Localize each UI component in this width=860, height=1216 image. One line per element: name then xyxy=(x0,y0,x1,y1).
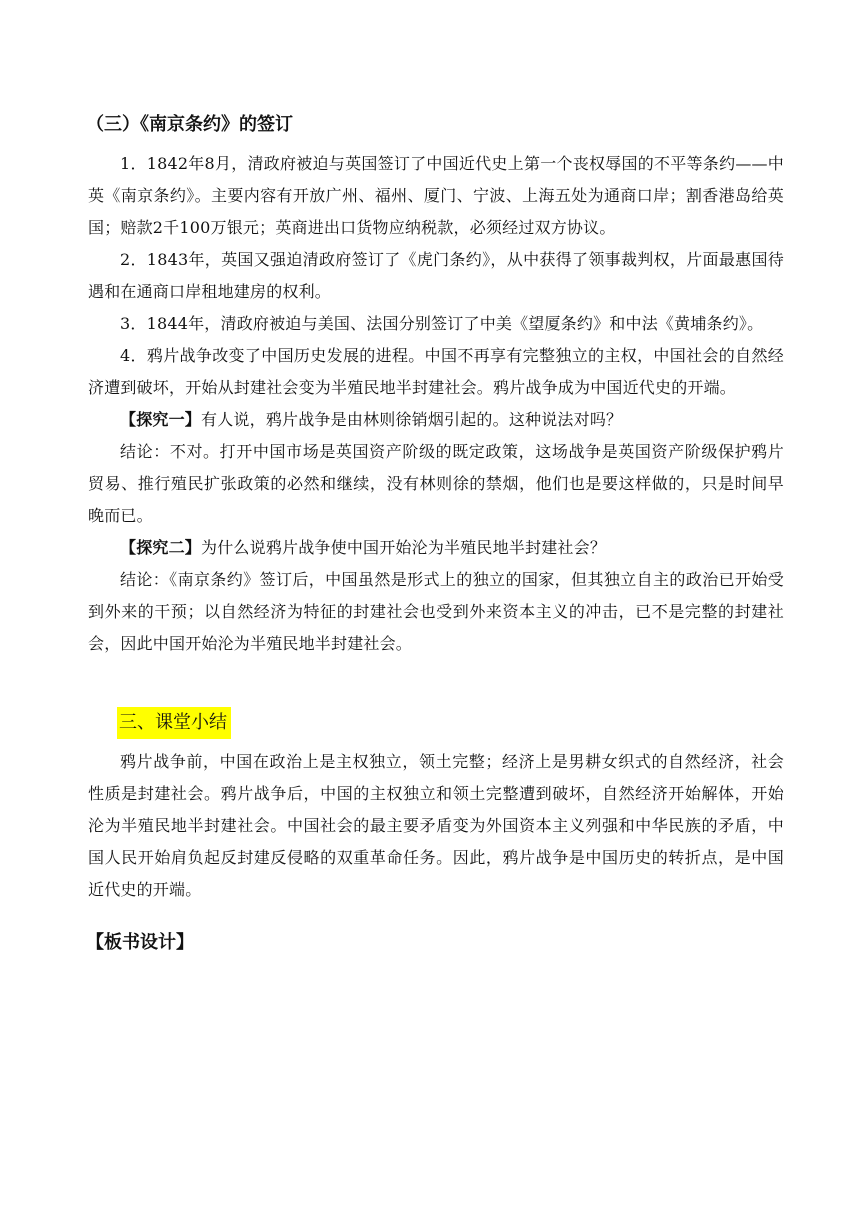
explore2-question: 为什么说鸦片战争使中国开始沦为半殖民地半封建社会？ xyxy=(201,538,607,557)
explore2-tag: 【探究二】 xyxy=(120,538,202,557)
explore1-question-line xyxy=(88,404,784,436)
section-title: （三）《南京条约》的签订 xyxy=(86,114,293,135)
explore2-conclusion: 结论：《南京条约》签订后，中国虽然是形式上的独立的国家，但其独立自主的政治已开始受到外来的干预；以自然经济为特征的封建社会也受到外来资本主义的冲击，已不是完整的封建社会，因此中国开始沦为半殖民地半封建社会。 xyxy=(88,570,784,653)
item-3: 3．1844年，清政府被迫与美国、法国分别签订了中美《望厦条约》和中法《黄埔条约》。 xyxy=(120,314,764,333)
item-4: 4．鸦片战争改变了中国历史发展的进程。中国不再享有完整独立的主权，中国社会的自然经济遭到破坏，开始从封建社会变为半殖民地半封建社会。鸦片战争成为中国近代史的开端。 xyxy=(88,346,784,397)
summary-heading: 三、课堂小结 xyxy=(117,707,231,739)
board-design-title: 【板书设计】 xyxy=(86,932,194,953)
item-2: 2．1843年，英国又强迫清政府签订了《虎门条约》，从中获得了领事裁判权，片面最惠国待遇和在通商口岸租地建房的权利。 xyxy=(88,250,784,301)
item-1: 1．1842年8月，清政府被迫与英国签订了中国近代史上第一个丧权辱国的不平等条约——中英《南京条约》。主要内容有开放广州、福州、厦门、宁波、上海五处为通商口岸；割香港岛给英国；赔款2千100万银元；英商进出口货物应纳税款，必须经过双方协议。 xyxy=(88,154,784,237)
summary-text: 鸦片战争前，中国在政治上是主权独立，领土完整；经济上是男耕女织式的自然经济，社会性质是封建社会。鸦片战争后，中国的主权独立和领土完整遭到破坏，自然经济开始解体，开始沦为半殖民地半封建社会。中国社会的最主要矛盾变为外国资本主义列强和中华民族的矛盾，中国人民开始肩负起反封建反侵略的双重革命任务。因此，鸦片战争是中国历史的转折点，是中国近代史的开端。 xyxy=(88,752,784,899)
explore2-question-line xyxy=(88,532,784,564)
explore1-question: 有人说，鸦片战争是由林则徐销烟引起的。这种说法对吗？ xyxy=(201,410,623,429)
explore1-conclusion: 结论：不对。打开中国市场是英国资产阶级的既定政策，这场战争是英国资产阶级保护鸦片贸易、推行殖民扩张政策的必然和继续，没有林则徐的禁烟，他们也是要这样做的，只是时间早晚而已。 xyxy=(88,442,784,525)
explore1-tag: 【探究一】 xyxy=(120,410,202,429)
